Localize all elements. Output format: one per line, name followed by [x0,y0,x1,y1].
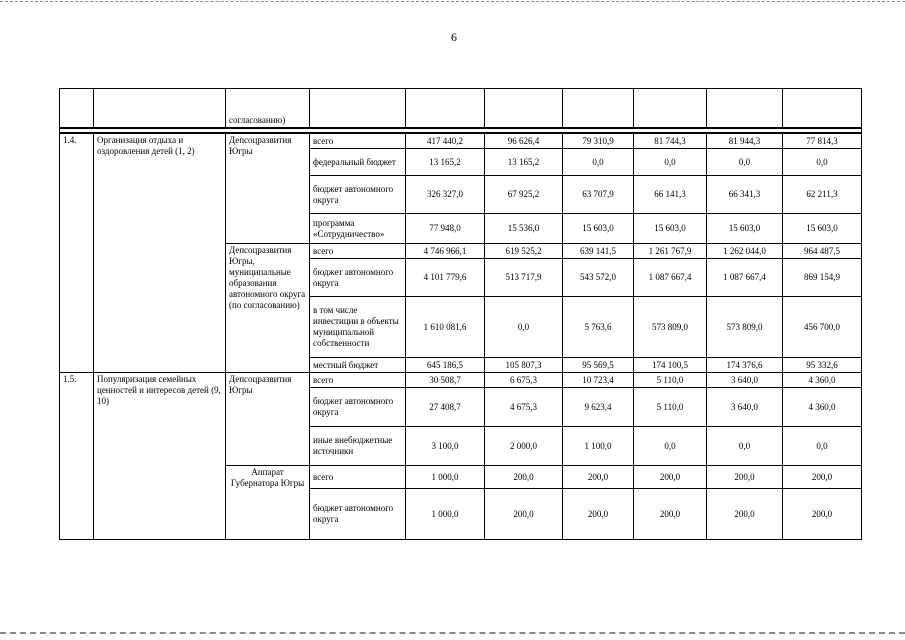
value-cell: 174 100,5 [634,358,707,373]
value-cell: 417 440,2 [406,133,485,149]
value-cell: 67 925,2 [485,176,563,214]
value-cell: 200,0 [783,466,862,489]
value-cell: 15 603,0 [707,214,783,244]
value-cell: 4 360,0 [783,373,862,388]
value-cell: 1 100,0 [563,427,634,466]
source-cell: бюджет автономного округа [310,176,406,214]
value-cell: 13 165,2 [485,149,563,176]
section-title: Популяризация семейных ценностей и интересов детей (9, 10) [94,373,226,540]
value-cell: 573 809,0 [634,297,707,358]
source-cell [310,89,406,129]
table-row [60,373,862,388]
value-cell: 1 087 667,4 [634,259,707,297]
value-cell: 1 610 081,6 [406,297,485,358]
value-cell: 81 744,3 [634,133,707,149]
value-cell: 5 763,6 [563,297,634,358]
section-number: 1.5. [60,373,94,540]
value-cell: 0,0 [707,427,783,466]
value-cell [634,89,707,129]
source-cell: в том числе инвестиции в объекты муниципальной собственности [310,297,406,358]
source-cell: программа «Сотрудничество» [310,214,406,244]
source-cell: федеральный бюджет [310,149,406,176]
value-cell: 15 603,0 [783,214,862,244]
value-cell: 10 723,4 [563,373,634,388]
value-cell: 4 675,3 [485,388,563,427]
value-cell [783,89,862,129]
value-cell: 95 569,5 [563,358,634,373]
value-cell [406,89,485,129]
value-cell: 513 717,9 [485,259,563,297]
value-cell: 456 700,0 [783,297,862,358]
value-cell: 3 640,0 [707,373,783,388]
source-cell: всего [310,244,406,259]
value-cell: 77 948,0 [406,214,485,244]
value-cell: 4 101 779,6 [406,259,485,297]
value-cell: 200,0 [634,466,707,489]
section-title: Организация отдыха и оздоровления детей (1, 2) [94,133,226,373]
value-cell: 81 944,3 [707,133,783,149]
source-cell: бюджет автономного округа [310,388,406,427]
value-cell: 66 141,3 [634,176,707,214]
value-cell: 200,0 [707,489,783,540]
budget-table [59,88,862,540]
value-cell: 4 746 966,1 [406,244,485,259]
value-cell: 3 640,0 [707,388,783,427]
value-cell: 5 110,0 [634,373,707,388]
executor-cell: Депсоцразвития Югры, муниципальные образования автономного округа (по согласованию) [226,244,310,373]
executor-cell: согласованию) [226,89,310,129]
value-cell: 79 310,9 [563,133,634,149]
value-cell: 77 814,3 [783,133,862,149]
executor-cell: Аппарат Губернатора Югры [226,466,310,540]
value-cell: 27 408,7 [406,388,485,427]
source-cell: местный бюджет [310,358,406,373]
value-cell: 15 536,0 [485,214,563,244]
value-cell: 15 603,0 [563,214,634,244]
value-cell: 1 262 044,0 [707,244,783,259]
source-cell: бюджет автономного округа [310,259,406,297]
value-cell: 645 186,5 [406,358,485,373]
section-number: 1.4. [60,133,94,373]
value-cell [563,89,634,129]
value-cell: 200,0 [634,489,707,540]
source-cell: иные внебюджетные источники [310,427,406,466]
value-cell: 639 141,5 [563,244,634,259]
value-cell: 200,0 [783,489,862,540]
value-cell: 95 332,6 [783,358,862,373]
value-cell: 4 360,0 [783,388,862,427]
value-cell: 326 327,0 [406,176,485,214]
source-cell: всего [310,373,406,388]
value-cell: 1 000,0 [406,466,485,489]
value-cell: 62 211,3 [783,176,862,214]
source-cell: всего [310,466,406,489]
value-cell: 6 675,3 [485,373,563,388]
value-cell: 66 341,3 [707,176,783,214]
value-cell: 200,0 [485,489,563,540]
value-cell: 105 807,3 [485,358,563,373]
value-cell [485,89,563,129]
source-cell: всего [310,133,406,149]
value-cell: 0,0 [634,149,707,176]
table-row [60,89,862,129]
value-cell: 619 525,2 [485,244,563,259]
value-cell: 543 572,0 [563,259,634,297]
value-cell: 200,0 [563,466,634,489]
value-cell: 200,0 [485,466,563,489]
value-cell: 0,0 [707,149,783,176]
scan-edge-bottom [0,632,905,634]
value-cell: 0,0 [783,427,862,466]
value-cell: 0,0 [634,427,707,466]
value-cell: 5 110,0 [634,388,707,427]
source-cell: бюджет автономного округа [310,489,406,540]
page-number: 6 [451,30,457,44]
value-cell: 30 508,7 [406,373,485,388]
value-cell: 869 154,9 [783,259,862,297]
value-cell: 1 000,0 [406,489,485,540]
value-cell: 96 626,4 [485,133,563,149]
value-cell [707,89,783,129]
value-cell: 2 000,0 [485,427,563,466]
value-cell: 964 487,5 [783,244,862,259]
value-cell: 0,0 [783,149,862,176]
value-cell: 200,0 [563,489,634,540]
table-row [60,133,862,149]
value-cell: 13 165,2 [406,149,485,176]
executor-cell: Депсоцразвития Югры [226,133,310,244]
value-cell: 1 087 667,4 [707,259,783,297]
value-cell: 9 623,4 [563,388,634,427]
num-cell [60,89,94,129]
value-cell: 573 809,0 [707,297,783,358]
scan-edge-top [0,1,905,2]
title-cell [94,89,226,129]
value-cell: 3 100,0 [406,427,485,466]
value-cell: 1 261 767,9 [634,244,707,259]
value-cell: 200,0 [707,466,783,489]
value-cell: 174 376,6 [707,358,783,373]
value-cell: 15 603,0 [634,214,707,244]
executor-cell: Депсоцразвития Югры [226,373,310,466]
value-cell: 0,0 [485,297,563,358]
value-cell: 63 707,9 [563,176,634,214]
value-cell: 0,0 [563,149,634,176]
